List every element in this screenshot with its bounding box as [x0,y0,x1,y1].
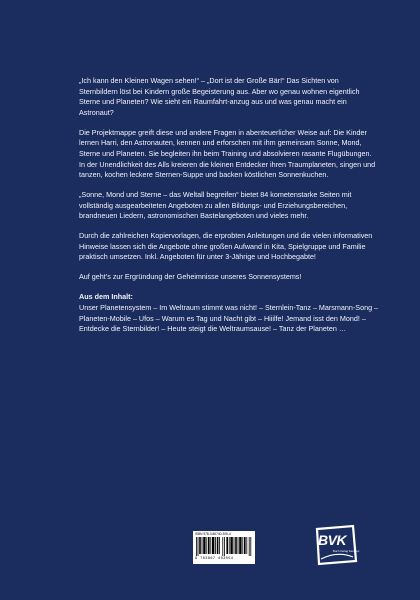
blurb-text [79,76,379,344]
closing-paragraph: Auf geht’s zur Ergründung der Geheimnisse unseres Sonnensystems! [79,272,302,282]
logo-text: BVK [318,532,347,548]
barcode-label [193,531,255,564]
copy-paragraph: Durch die zahlreichen Kopiervorlagen, die erprobten Anleitungen und die vielen informativen Hinweise lassen sich die Angebote ohne großen Aufwand in Kita, Spielgruppe und Familie praktisch umsetzen. Inkl. Angeboten für unter 3-Jährige und Hochbegabte! [79,231,373,262]
isbn-text: ISBN 978-3-86740-305-4 [195,532,231,536]
intro-paragraph: „Ich kann den Kleinen Wagen sehen!“ – „Dort ist der Große Bär!“ Das Sichten von Sternbildern löst bei Kindern große Begeisterung aus. Aber wo genau wohnen eigentlich Sterne und Planeten? Wie sieht ein Raumfahrt-anzug aus und was genau macht ein Astronaut? [79,76,360,117]
contents-section [79,292,379,334]
logo-subtext: Buch Verlag Kempen [333,549,360,553]
barcode-icon [196,537,252,556]
publisher-logo [313,523,359,567]
contents-text: Unser Planetensystem – Im Weltraum stimmt was nicht! – Sternlein-Tanz – Marsmann-Song – Planeten-Mobile – Ufos – Warum es Tag und Nacht gibt – Hiiilfe! Jemand isst den Mond! – Entdecke die Sternbilder! – Heute steigt die Weltraumsause! – Tanz der Planeten … [79,303,379,334]
pages-paragraph: „Sonne, Mond und Sterne – das Weltall begreifen“ bietet 84 kometenstarke Seiten mit vollständig ausgearbeiteten Angeboten zu allen Bildungs- und Erziehungsbereichen, brandneuen Liedern, astronomischen Bastelangeboten und vieles mehr. [79,190,352,221]
project-paragraph: Die Projektmappe greift diese und andere Fragen in abenteuerlicher Weise auf: Die Kinder lernen Harri, den Astronauten, kennen und erforschen mit ihm gemeinsam Sonne, Mond, Sterne und Planeten. Sie begleiten ihn beim Training und absolvieren rasante Flugübungen. In der Unendlichkeit des Alls kreieren die kleinen Entdecker ihren Traumplaneten, singen und tanzen, kochen leckere Sternen-Suppe und backen köstlichen Sonnenkuchen. [79,127,376,180]
contents-heading: Aus dem Inhalt: [79,292,133,302]
ean-text: 9 783867 403054 [195,557,234,561]
